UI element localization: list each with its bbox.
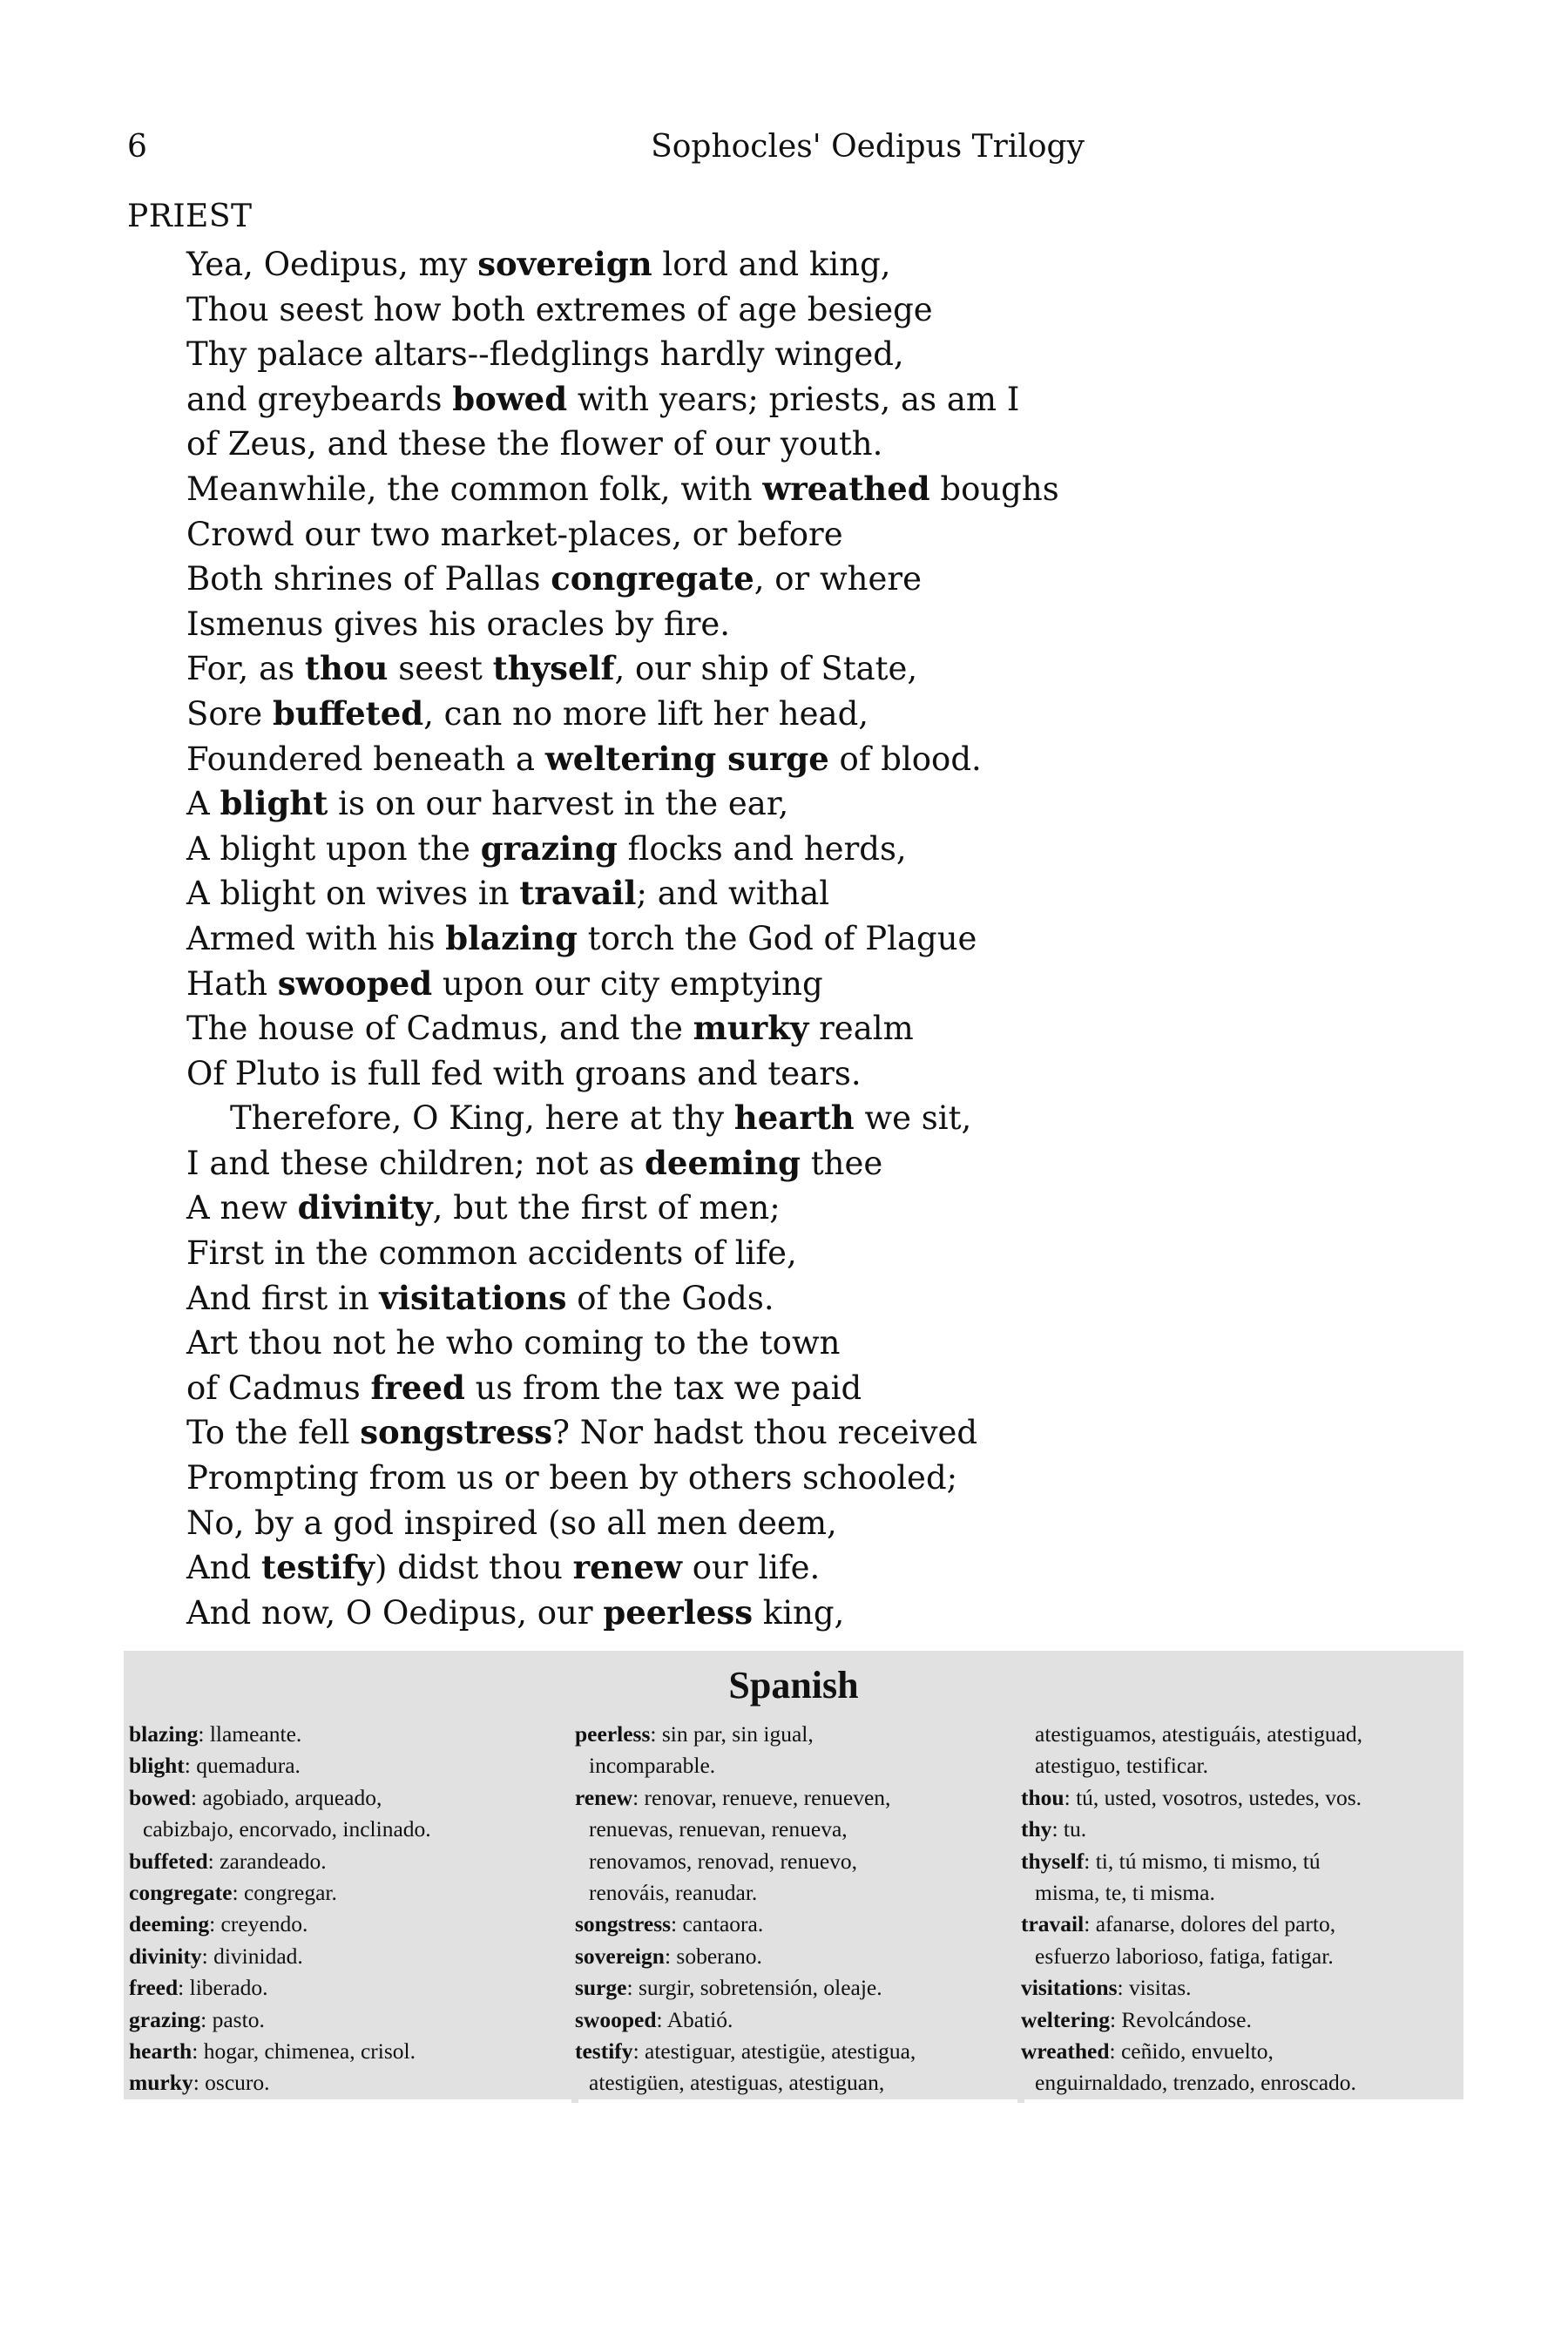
verse-line xyxy=(186,287,1319,333)
glossed-word: hearth xyxy=(733,1098,855,1138)
verse-line xyxy=(186,1501,1319,1546)
verse-line xyxy=(186,1366,1319,1411)
glossary-column-1 xyxy=(129,1719,564,2099)
verse-line xyxy=(186,1051,1319,1097)
glossary-entry xyxy=(1021,2004,1461,2036)
glossed-word: freed xyxy=(370,1368,465,1407)
glossary-term: swooped xyxy=(575,2006,657,2032)
glossary-entry xyxy=(129,1782,564,1814)
glossary-term: divinity xyxy=(129,1943,202,1969)
glossary-term: murky xyxy=(129,2070,193,2096)
verse-text: First in the common accidents of life, xyxy=(186,1234,797,1273)
glossary-definition: esfuerzo laborioso, fatiga, fatigar. xyxy=(1035,1943,1334,1969)
glossary-box xyxy=(124,1651,1463,2099)
glossed-word: renew xyxy=(572,1548,682,1587)
verse-text: Prompting from us or been by others schooled; xyxy=(186,1459,958,1497)
verse-text: , our ship of State, xyxy=(614,650,918,688)
glossary-term: thyself xyxy=(1021,1848,1085,1874)
verse-text: I and these children; not as xyxy=(186,1144,645,1182)
verse-text: , but the first of men; xyxy=(432,1189,781,1227)
glossary-title: Spanish xyxy=(728,1664,859,1707)
glossary-definition: : cantaora. xyxy=(671,1911,764,1937)
glossary-entry xyxy=(129,2004,564,2036)
verse-text: The house of Cadmus, and the xyxy=(186,1010,693,1048)
verse-line xyxy=(186,1321,1319,1366)
glossary-term: sovereign xyxy=(575,1943,665,1969)
glossary-entry-continuation xyxy=(1021,1941,1461,1972)
glossary-term: hearth xyxy=(129,2038,193,2064)
glossary-entry-continuation xyxy=(575,1877,1010,1909)
glossary-definition: atestiguamos, atestiguáis, atestiguad, xyxy=(1035,1721,1363,1747)
glossary-entry xyxy=(1021,1846,1461,1877)
glossary-column-divider xyxy=(1017,2092,1024,2103)
glossary-definition: : hogar, chimenea, crisol. xyxy=(192,2038,416,2064)
verse-text: To the fell xyxy=(186,1414,361,1452)
verse-text: Therefore, O King, here at thy xyxy=(230,1099,734,1138)
glossary-definition: : Revolcándose. xyxy=(1109,2006,1252,2032)
verse-text: Sore xyxy=(186,694,273,733)
page-number: 6 xyxy=(127,129,147,165)
glossary-term: grazing xyxy=(129,2006,201,2032)
glossary-entry xyxy=(129,1972,564,2004)
glossary-entry xyxy=(129,1750,564,1781)
verse-line xyxy=(186,557,1319,602)
verse-text: we sit, xyxy=(854,1099,972,1138)
verse-line xyxy=(186,916,1319,962)
glossary-term: congregate xyxy=(129,1879,233,1905)
glossary-definition: renovamos, renovad, renuevo, xyxy=(589,1848,858,1874)
glossed-word: grazing xyxy=(480,828,618,868)
verse-line xyxy=(186,1545,1319,1591)
glossary-entry xyxy=(575,1972,1010,2004)
verse-text: ) didst thou xyxy=(375,1549,573,1587)
verse-text: king, xyxy=(753,1593,845,1632)
glossary-definition: : zarandeado. xyxy=(207,1848,327,1874)
glossary-definition: incomparable. xyxy=(589,1753,716,1779)
glossary-entry-continuation xyxy=(129,1814,564,1845)
glossary-column-divider xyxy=(571,2092,578,2103)
glossary-definition: : agobiado, arqueado, xyxy=(190,1784,382,1810)
verse-line xyxy=(186,646,1319,692)
glossary-definition: : renovar, renueve, renueven, xyxy=(632,1784,891,1810)
verse-text: of Cadmus xyxy=(186,1369,371,1407)
glossary-entry-continuation xyxy=(1021,1719,1461,1750)
verse-line xyxy=(186,1410,1319,1456)
glossary-entry xyxy=(129,2067,564,2099)
verse-line xyxy=(186,242,1319,287)
verse-text: Meanwhile, the common folk, with xyxy=(186,470,763,508)
glossed-word: blight xyxy=(220,784,328,823)
glossed-word: bowed xyxy=(452,379,568,418)
verse-text: seest xyxy=(388,650,493,688)
glossary-term: blazing xyxy=(129,1721,199,1747)
verse-line xyxy=(186,1006,1319,1051)
glossary-definition: : ceñido, envuelto, xyxy=(1109,2038,1274,2064)
glossary-entry-continuation xyxy=(1021,1750,1461,1781)
verse-text: Yea, Oedipus, my xyxy=(186,246,478,283)
glossary-entry xyxy=(129,1941,564,1972)
verse-text: Crowd our two market-places, or before xyxy=(186,515,843,553)
verse-line xyxy=(186,962,1319,1007)
glossary-entry-continuation xyxy=(1021,1877,1461,1909)
glossary-definition: : ti, tú mismo, ti mismo, tú xyxy=(1084,1848,1321,1874)
glossed-word: sovereign xyxy=(477,245,652,283)
verse-text: , or where xyxy=(754,560,922,598)
glossary-definition: : sin par, sin igual, xyxy=(650,1721,814,1747)
glossary-term: surge xyxy=(575,1975,627,2001)
glossary-definition: : tú, usted, vosotros, ustedes, vos. xyxy=(1064,1784,1362,1810)
verse-text: Both shrines of Pallas xyxy=(186,560,551,598)
glossary-entry xyxy=(575,2036,1010,2067)
glossed-word: congregate xyxy=(551,559,754,598)
glossary-definition: enguirnaldado, trenzado, enroscado. xyxy=(1035,2070,1356,2096)
glossary-term: freed xyxy=(129,1975,179,2001)
glossary-entry xyxy=(575,1719,1010,1750)
verse-text: torch the God of Plague xyxy=(577,919,977,957)
glossary-term: blight xyxy=(129,1753,185,1779)
glossary-definition: : llameante. xyxy=(198,1721,302,1747)
verse-text: ; and withal xyxy=(636,875,830,913)
speaker-name: PRIEST xyxy=(127,199,253,234)
glossary-definition: : soberano. xyxy=(664,1943,762,1969)
verse-line xyxy=(186,1276,1319,1321)
glossary-definition: misma, te, ti misma. xyxy=(1035,1879,1215,1905)
glossary-entry xyxy=(129,1846,564,1877)
glossed-word: thyself xyxy=(492,649,615,688)
glossary-definition: : pasto. xyxy=(200,2006,265,2032)
glossary-entry xyxy=(129,1719,564,1750)
verse-line xyxy=(186,827,1319,872)
glossed-word: wreathed xyxy=(762,469,930,508)
glossary-term: travail xyxy=(1021,1911,1085,1937)
glossary-term: renew xyxy=(575,1784,633,1810)
verse-text: No, by a god inspired (so all men deem, xyxy=(186,1504,837,1542)
glossed-word: buffeted xyxy=(272,693,424,733)
verse-line xyxy=(186,1591,1319,1636)
glossed-word: murky xyxy=(693,1009,809,1048)
glossary-entry-continuation xyxy=(575,2067,1010,2099)
glossary-entry xyxy=(575,1782,1010,1814)
glossary-definition: : creyendo. xyxy=(209,1911,308,1937)
verse-text: thee xyxy=(800,1144,883,1182)
verse-line xyxy=(186,467,1319,512)
glossary-definition: atestiguo, testificar. xyxy=(1035,1753,1208,1779)
glossary-term: thy xyxy=(1021,1816,1052,1842)
glossed-word: peerless xyxy=(603,1592,754,1632)
verse-text: us from the tax we paid xyxy=(464,1369,862,1407)
glossed-word: blazing xyxy=(445,918,578,957)
glossary-entry xyxy=(1021,1972,1461,2004)
verse-text: Hath xyxy=(186,964,278,1003)
glossary-definition: renuevas, renuevan, renueva, xyxy=(589,1816,848,1842)
glossary-term: wreathed xyxy=(1021,2038,1110,2064)
glossary-term: peerless xyxy=(575,1721,651,1747)
glossary-entry xyxy=(1021,1814,1461,1845)
glossary-entry xyxy=(575,2004,1010,2036)
verse-line xyxy=(186,1456,1319,1501)
verse-block xyxy=(186,242,1319,1635)
verse-text: A new xyxy=(186,1189,298,1227)
verse-line xyxy=(186,1096,1319,1141)
glossary-definition: : congregar. xyxy=(232,1879,337,1905)
glossary-column-2 xyxy=(575,1719,1010,2099)
glossary-definition: : tu. xyxy=(1051,1816,1087,1842)
verse-line xyxy=(186,1186,1319,1231)
glossary-entry xyxy=(129,2036,564,2067)
verse-text: And first in xyxy=(186,1279,380,1317)
glossary-entry xyxy=(1021,1909,1461,1940)
glossary-definition: : Abatió. xyxy=(656,2006,733,2032)
glossary-entry xyxy=(575,1941,1010,1972)
glossed-word: deeming xyxy=(645,1143,801,1182)
glossary-definition: : quemadura. xyxy=(184,1753,301,1779)
verse-line xyxy=(186,332,1319,377)
glossary-term: thou xyxy=(1021,1784,1064,1810)
glossary-definition: atestigüen, atestiguas, atestiguan, xyxy=(589,2070,885,2096)
verse-line xyxy=(186,1231,1319,1276)
verse-text: of the Gods. xyxy=(566,1279,774,1317)
verse-text: Of Pluto is full fed with groans and tears. xyxy=(186,1054,862,1092)
glossary-term: weltering xyxy=(1021,2006,1110,2032)
glossed-word: swooped xyxy=(277,963,433,1003)
verse-text: And now, O Oedipus, our xyxy=(186,1593,604,1632)
verse-line xyxy=(186,871,1319,916)
verse-text: Ismenus gives his oracles by fire. xyxy=(186,605,731,643)
glossary-entry xyxy=(575,1909,1010,1940)
glossed-word: visitations xyxy=(379,1278,567,1317)
verse-line xyxy=(186,1141,1319,1186)
page-header xyxy=(127,129,1568,174)
glossary-column-3 xyxy=(1021,1719,1461,2099)
verse-text: Armed with his xyxy=(186,919,446,957)
glossary-definition: : oscuro. xyxy=(193,2070,270,2096)
verse-line xyxy=(186,737,1319,782)
verse-text: of blood. xyxy=(828,740,982,778)
glossed-word: weltering surge xyxy=(544,739,829,778)
glossary-term: testify xyxy=(575,2038,633,2064)
glossary-term: deeming xyxy=(129,1911,210,1937)
verse-text: A blight on wives in xyxy=(186,875,520,913)
glossed-word: thou xyxy=(304,649,389,688)
glossary-definition: : afanarse, dolores del parto, xyxy=(1084,1911,1336,1937)
glossary-definition: : visitas. xyxy=(1117,1975,1192,2001)
glossary-definition: renováis, reanudar. xyxy=(589,1879,758,1905)
verse-text: is on our harvest in the ear, xyxy=(328,785,789,823)
verse-text: Thou seest how both extremes of age besiege xyxy=(186,290,933,328)
verse-line xyxy=(186,781,1319,827)
glossary-entry xyxy=(129,1909,564,1940)
verse-line xyxy=(186,422,1319,467)
verse-text: Thy palace altars--fledglings hardly winged, xyxy=(186,335,904,374)
verse-text: and greybeards xyxy=(186,380,453,418)
verse-line xyxy=(186,602,1319,647)
verse-text: our life. xyxy=(681,1549,821,1587)
glossary-definition: cabizbajo, encorvado, inclinado. xyxy=(143,1816,431,1842)
verse-text: Foundered beneath a xyxy=(186,740,545,778)
glossary-term: bowed xyxy=(129,1784,191,1810)
glossary-term: songstress xyxy=(575,1911,672,1937)
glossary-definition: : surgir, sobretensión, oleaje. xyxy=(626,1975,882,2001)
glossed-word: songstress xyxy=(360,1413,553,1452)
glossary-entry xyxy=(1021,2036,1461,2067)
glossary-definition: : atestiguar, atestigüe, atestigua, xyxy=(632,2038,916,2064)
verse-line xyxy=(186,692,1319,737)
glossary-entry-continuation xyxy=(575,1846,1010,1877)
verse-text: of Zeus, and these the flower of our youth. xyxy=(186,425,883,463)
glossary-term: buffeted xyxy=(129,1848,208,1874)
verse-text: And xyxy=(186,1549,261,1587)
glossed-word: testify xyxy=(261,1548,375,1587)
verse-line xyxy=(186,512,1319,558)
verse-text: boughs xyxy=(929,470,1059,508)
glossary-entry-continuation xyxy=(1021,2067,1461,2099)
glossed-word: travail xyxy=(519,874,637,913)
verse-text: lord and king, xyxy=(652,246,891,283)
running-title: Sophocles' Oedipus Trilogy xyxy=(651,129,1085,165)
verse-line xyxy=(186,377,1319,422)
verse-text: A blight upon the xyxy=(186,829,481,868)
verse-text: upon our city emptying xyxy=(432,964,823,1003)
glossed-word: divinity xyxy=(297,1188,433,1227)
glossary-entry xyxy=(129,1877,564,1909)
glossary-term: visitations xyxy=(1021,1975,1118,2001)
glossary-definition: : liberado. xyxy=(178,1975,268,2001)
verse-text: Art thou not he who coming to the town xyxy=(186,1324,841,1362)
verse-text: For, as xyxy=(186,650,305,688)
glossary-definition: : divinidad. xyxy=(201,1943,303,1969)
verse-text: realm xyxy=(808,1010,914,1048)
verse-text: ? Nor hadst thou received xyxy=(552,1414,978,1452)
glossary-entry-continuation xyxy=(575,1750,1010,1781)
verse-text: , can no more lift her head, xyxy=(423,694,869,733)
verse-text: A xyxy=(186,785,220,823)
verse-text: with years; priests, as am I xyxy=(567,380,1020,418)
glossary-entry xyxy=(1021,1782,1461,1814)
verse-text: flocks and herds, xyxy=(617,829,907,868)
glossary-entry-continuation xyxy=(575,1814,1010,1845)
